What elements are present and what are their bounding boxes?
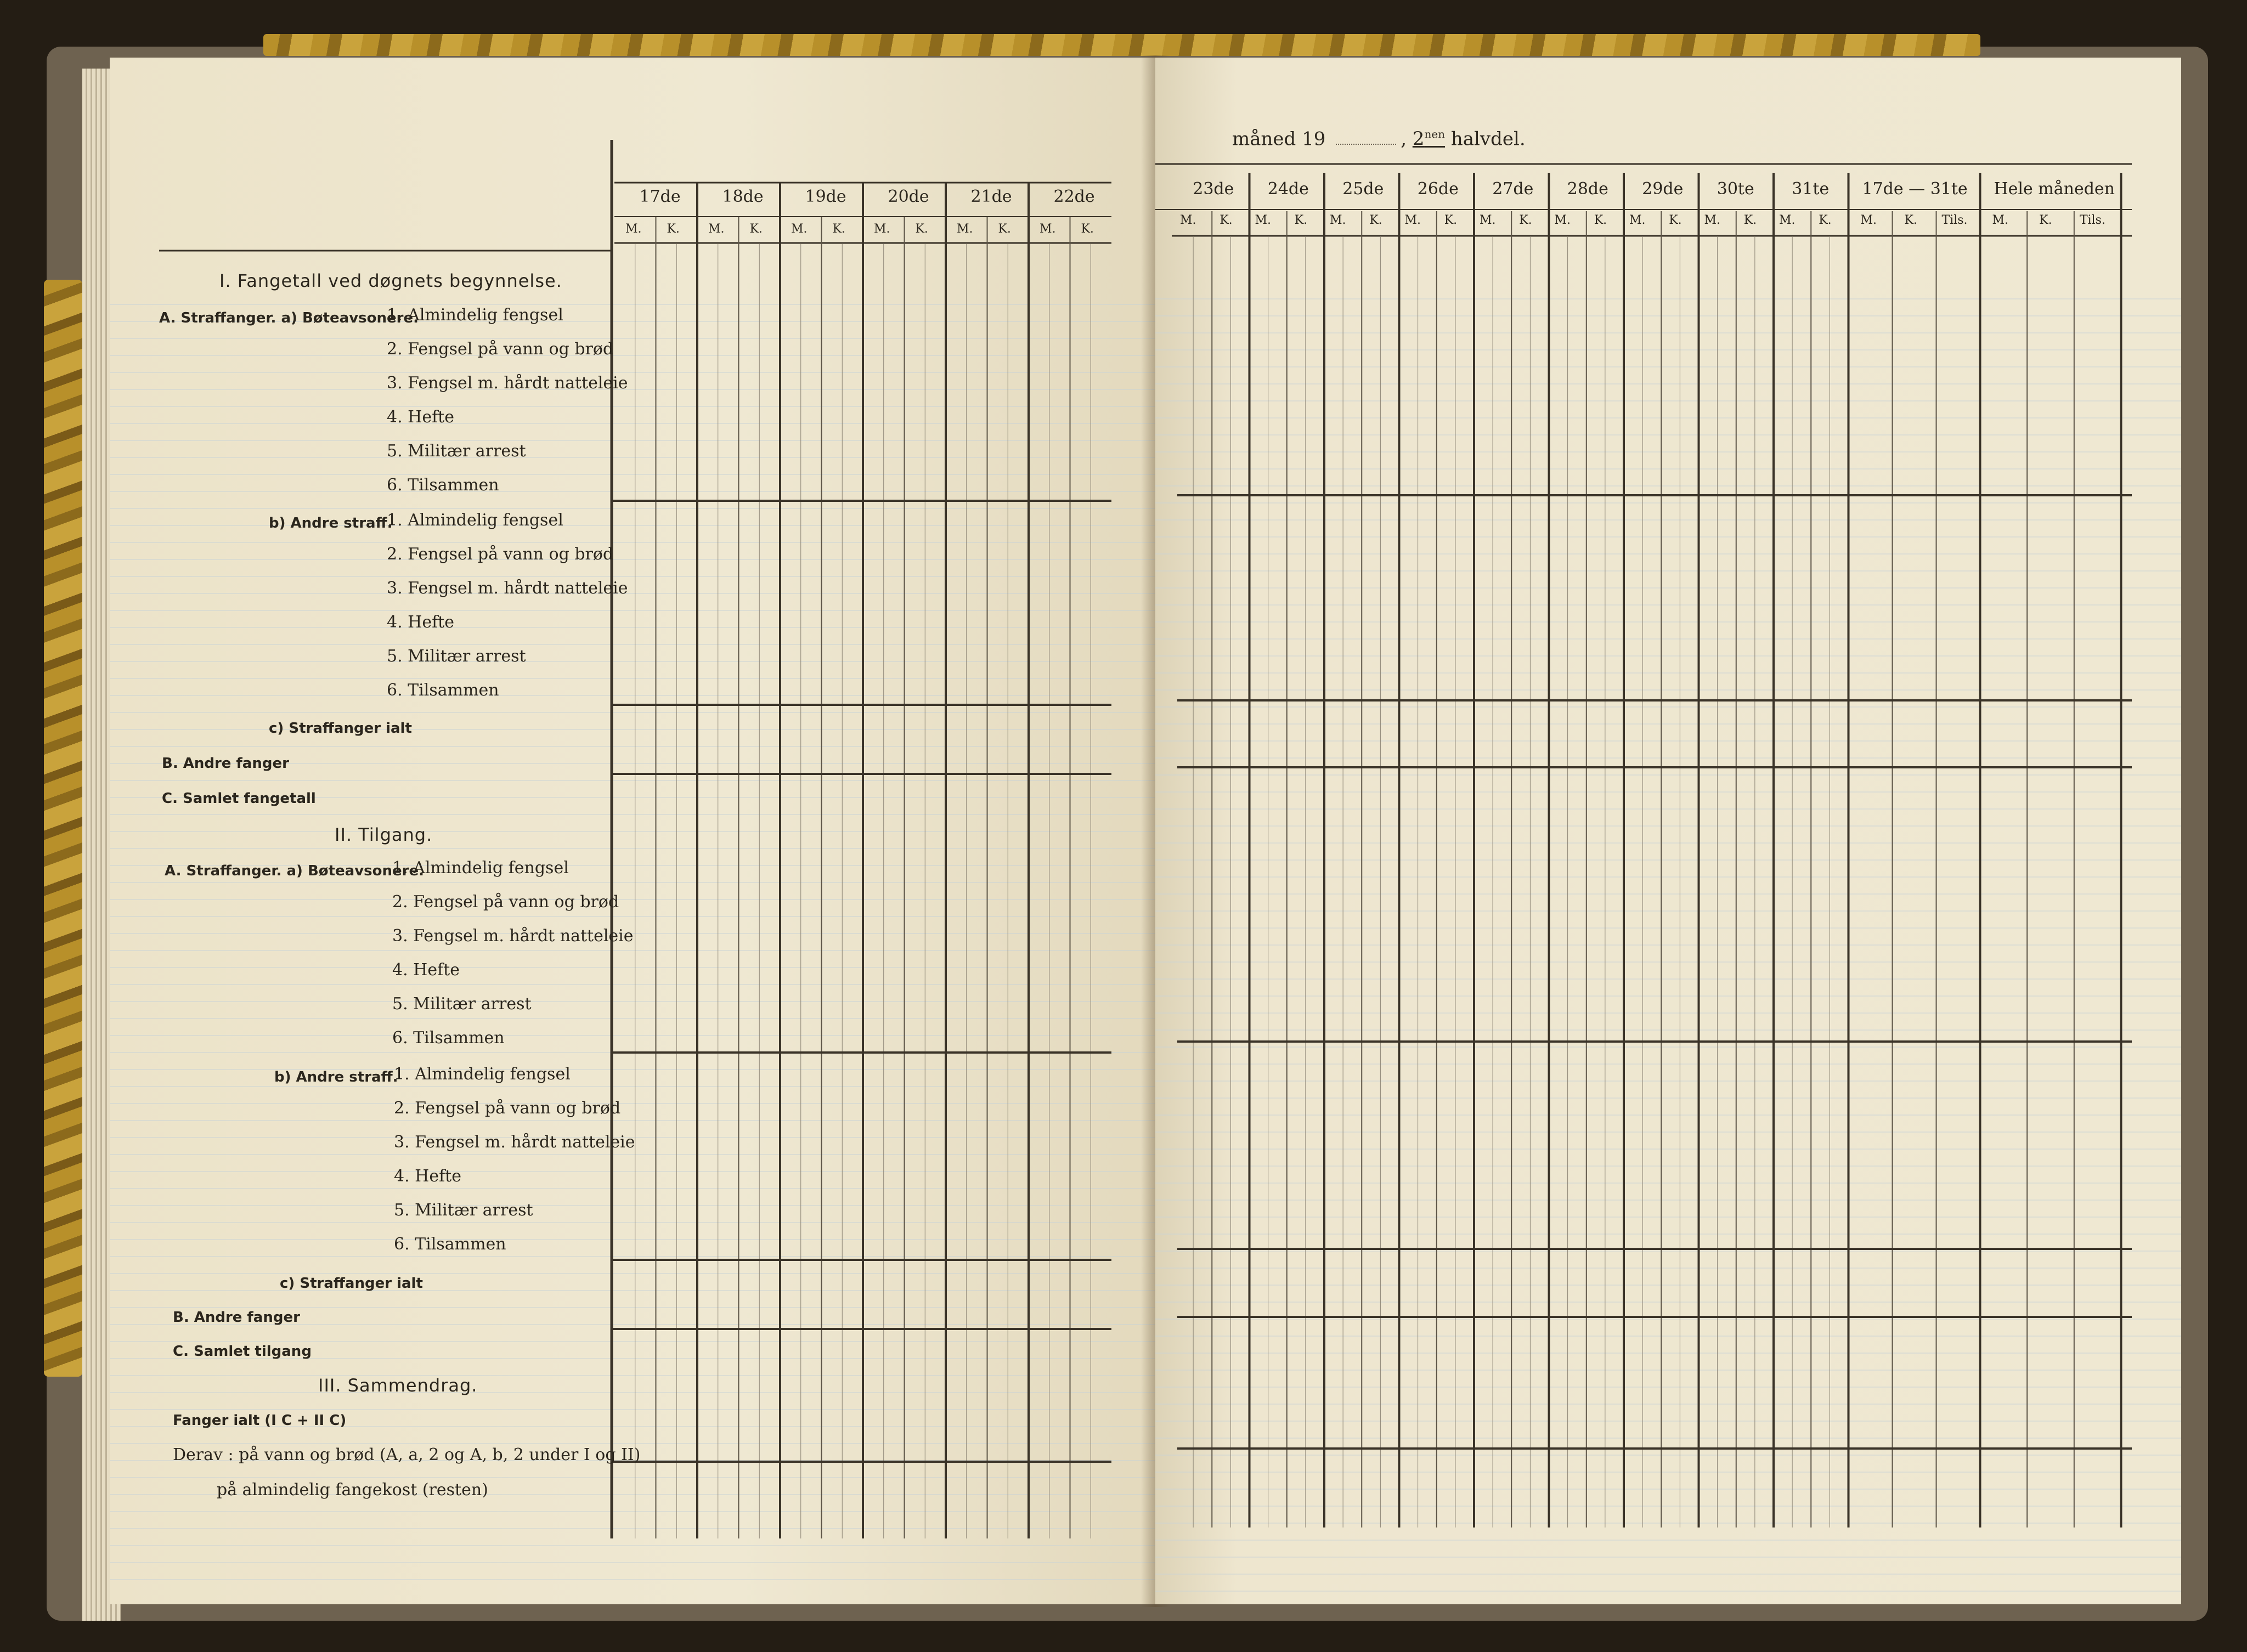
label-fanger-ialt: Fanger ialt (I C + II C) [173,1412,347,1429]
column-header-day: 23de [1193,179,1234,199]
column-header-day: 25de [1342,179,1384,199]
column-header-day: 29de [1642,179,1684,199]
column-mark-m: M. [1704,213,1721,227]
column-mark-k: K. [832,222,845,236]
column-mark-tils: Tils. [2079,213,2105,227]
row-item: 3. Fengsel m. hårdt natteleie [394,1133,635,1152]
column-header-day: 19de [805,187,846,206]
label-a-straffanger-1: A. Straffanger. a) Bøteavsonere. [159,310,419,326]
year-blank [1336,144,1396,145]
column-mark-k: K. [1743,213,1757,227]
label-c-samlet-tilgang: C. Samlet tilgang [173,1343,312,1360]
label-c-straffanger-ialt-1: c) Straffanger ialt [269,720,412,737]
row-item: 2. Fengsel på vann og brød [387,340,614,359]
row-item: 3. Fengsel m. hårdt natteleie [387,579,628,598]
column-mark-k: K. [1904,213,1917,227]
row-item: 6. Tilsammen [392,1028,505,1048]
label-alm-fangekost: på almindelig fangekost (resten) [217,1480,488,1500]
column-header-day: 17de [639,187,681,206]
label-a-straffanger-2: A. Straffanger. a) Bøteavsonere. [165,863,424,879]
row-item: 6. Tilsammen [387,681,499,700]
column-header-day: 20de [888,187,929,206]
label-b-andre-fanger-1: B. Andre fanger [162,755,289,772]
column-mark-k: K. [1444,213,1458,227]
column-mark-k: K. [1220,213,1233,227]
column-mark-m: M. [1040,222,1056,236]
column-mark-m: M. [708,222,725,236]
row-item: 4. Hefte [392,960,460,980]
row-item: 4. Hefte [394,1167,461,1186]
column-mark-m: M. [1779,213,1796,227]
column-mark-k: K. [1081,222,1094,236]
column-mark-m: M. [1860,213,1877,227]
section-1-heading: I. Fangetall ved døgnets begynnelse. [219,270,562,291]
column-header-day: 21de [970,187,1012,206]
column-mark-k: K. [1369,213,1382,227]
row-item: 4. Hefte [387,408,454,427]
column-mark-m: M. [625,222,642,236]
label-c-samlet-fangetall: C. Samlet fangetall [162,790,316,807]
row-item: 5. Militær arrest [394,1201,533,1220]
row-item: 5. Militær arrest [387,442,526,461]
label-b-andre-straff-2: b) Andre straff. [274,1069,398,1085]
row-item: 2. Fengsel på vann og brød [392,892,619,912]
column-mark-m: M. [874,222,890,236]
row-item: 1. Almindelig fengsel [392,858,569,878]
marbled-edge-left [44,280,82,1377]
row-item: 6. Tilsammen [387,476,499,495]
half-number: $2^{nen}$ [1412,128,1446,150]
column-mark-m: M. [1480,213,1496,227]
row-item: 5. Militær arrest [392,994,532,1014]
column-header-day: 26de [1417,179,1459,199]
row-item: 4. Hefte [387,613,454,632]
row-item: 2. Fengsel på vann og brød [387,545,614,564]
marbled-edge-top [263,34,1980,56]
row-item: 3. Fengsel m. hårdt natteleie [392,926,634,946]
column-header-day: 24de [1267,179,1309,199]
column-header-day: 27de [1492,179,1534,199]
column-mark-k: K. [998,222,1011,236]
right-page [1155,58,2181,1604]
column-mark-k: K. [1519,213,1532,227]
row-item: 1. Almindelig fengsel [387,511,563,530]
label-b-andre-straff-1: b) Andre straff. [269,515,393,531]
row-item: 5. Militær arrest [387,647,526,666]
column-mark-k: K. [1669,213,1682,227]
column-mark-k: K. [1294,213,1308,227]
column-mark-tils: Tils. [1941,213,1968,227]
column-mark-m: M. [1629,213,1646,227]
row-item: 1. Almindelig fengsel [387,305,563,325]
section-3-heading: III. Sammendrag. [318,1375,478,1396]
column-mark-k: K. [915,222,928,236]
label-b-andre-fanger-2: B. Andre fanger [173,1309,300,1326]
column-mark-m: M. [1255,213,1272,227]
column-mark-k: K. [749,222,763,236]
label-c-straffanger-ialt-2: c) Straffanger ialt [280,1275,423,1292]
column-mark-k: K. [1594,213,1607,227]
column-header-day: 22de [1053,187,1095,206]
header-month: måned 19 , $2^{nen}$ halvdel. [1232,128,1526,150]
column-mark-k: K. [2039,213,2052,227]
column-mark-m: M. [1330,213,1346,227]
row-item: 3. Fengsel m. hårdt natteleie [387,374,628,393]
month-text: måned 19 [1232,128,1326,150]
column-header-day: 18de [722,187,764,206]
column-header-day: 31te [1792,179,1830,199]
column-mark-m: M. [791,222,808,236]
row-item: 6. Tilsammen [394,1235,506,1254]
column-header-group: 17de — 31te [1862,179,1968,199]
row-item: 1. Almindelig fengsel [394,1065,571,1084]
column-mark-m: M. [1554,213,1571,227]
row-item: 2. Fengsel på vann og brød [394,1099,621,1118]
column-mark-k: K. [1819,213,1832,227]
column-mark-m: M. [1404,213,1421,227]
half-text: halvdel. [1450,128,1526,150]
right-ruled-grid [1155,58,2181,1604]
column-header-group: Hele måneden [1994,179,2115,199]
left-page [110,58,1155,1604]
column-mark-m: M. [957,222,973,236]
column-header-day: 28de [1567,179,1608,199]
column-header-day: 30te [1717,179,1754,199]
column-mark-m: M. [1992,213,2009,227]
label-derav: Derav : på vann og brød (A, a, 2 og A, b, 2 under I og II) [173,1445,641,1464]
column-mark-m: M. [1180,213,1196,227]
section-2-heading: II. Tilgang. [335,824,433,845]
column-mark-k: K. [667,222,680,236]
